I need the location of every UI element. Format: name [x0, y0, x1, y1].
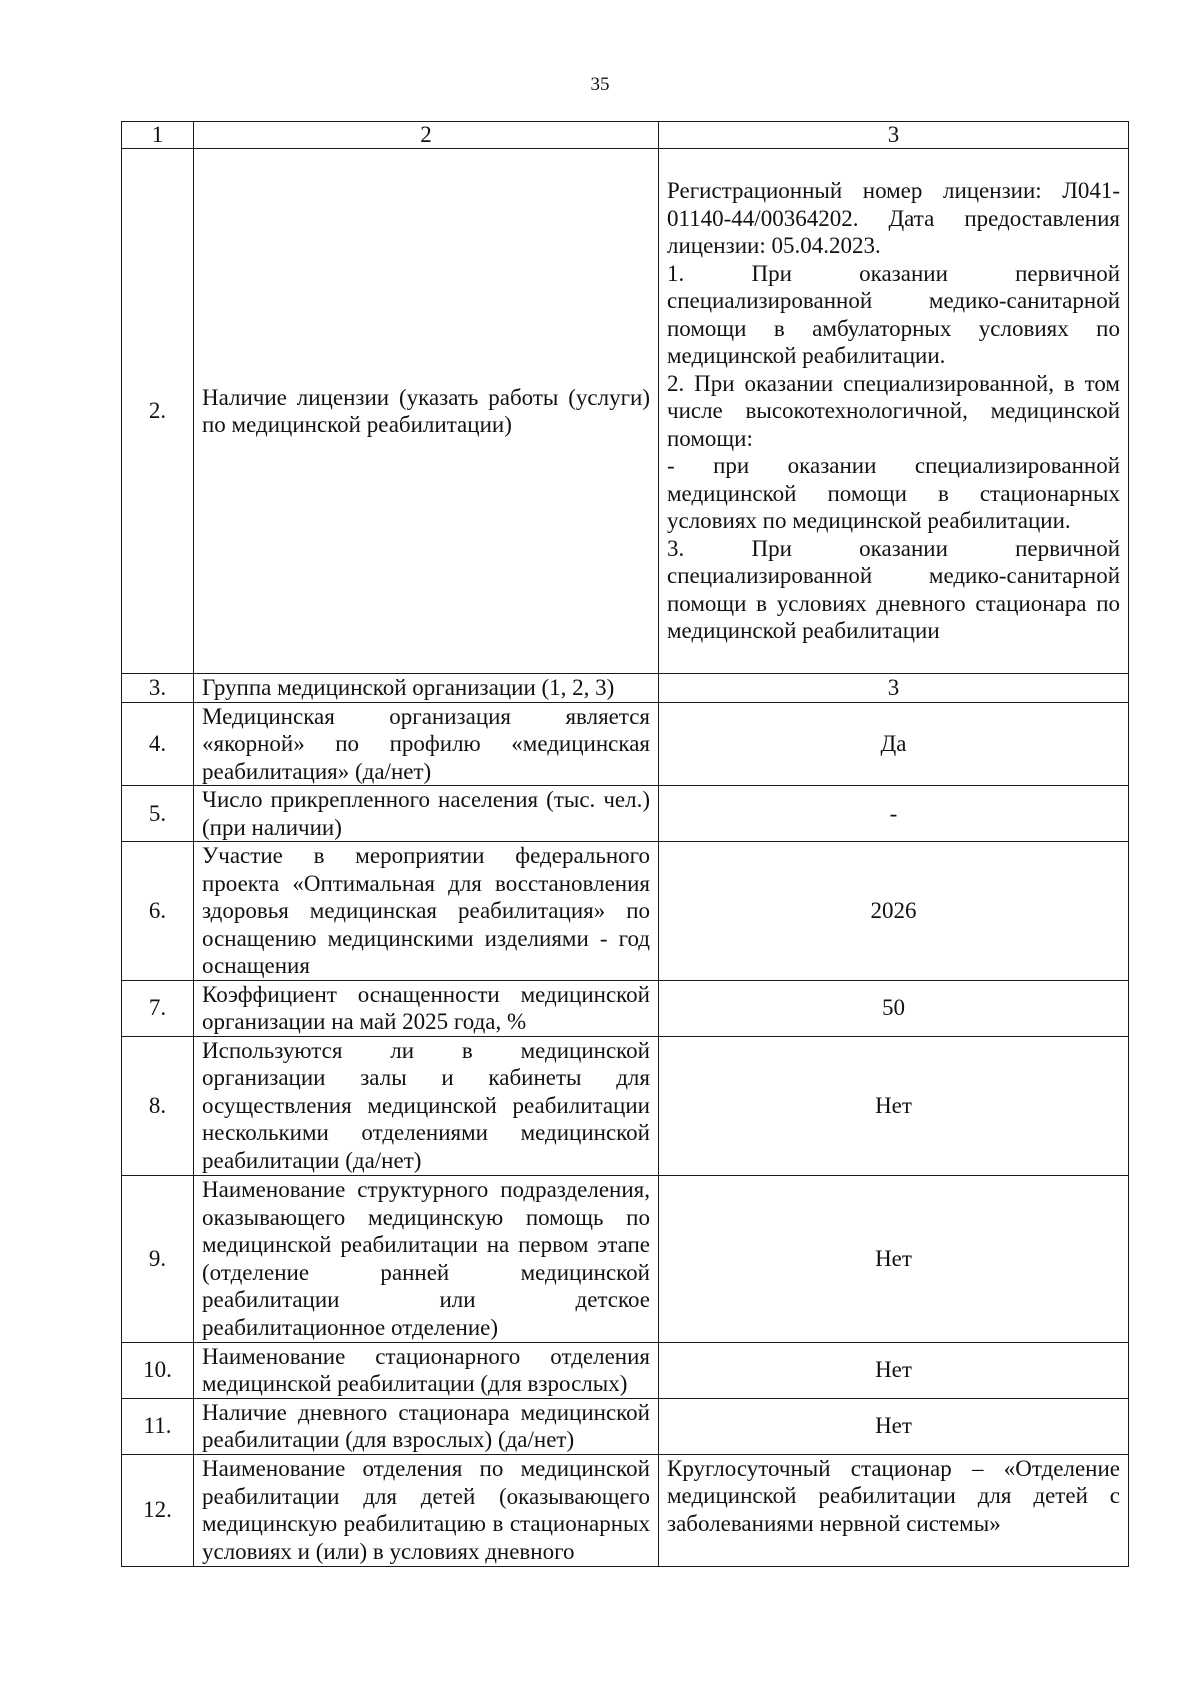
table-row — [122, 980, 1129, 1036]
row-number: 9. — [122, 1175, 194, 1342]
license-paragraph: - при оказании специализированной медицинской помощи в стационарных условиях по медицинской реабилитации. — [667, 453, 1120, 534]
row-number: 4. — [122, 702, 194, 786]
row-value: Нет — [659, 1398, 1129, 1454]
row-number: 12. — [122, 1454, 194, 1566]
row-description: Наименование отделения по медицинской реабилитации для детей (оказывающего медицинскую реабилитацию в стационарных условиях и (или) в условиях дневного — [194, 1454, 659, 1566]
row-number: 8. — [122, 1036, 194, 1175]
row-description: Наличие дневного стационара медицинской реабилитации (для взрослых) (да/нет) — [194, 1398, 659, 1454]
table-row — [122, 1175, 1129, 1342]
header-col-2: 2 — [194, 122, 659, 149]
table-row — [122, 149, 1129, 674]
info-table — [121, 121, 1129, 1567]
row-description: Коэффициент оснащенности медицинской организации на май 2025 года, % — [194, 980, 659, 1036]
row-description: Группа медицинской организации (1, 2, 3) — [194, 674, 659, 703]
row-number: 11. — [122, 1398, 194, 1454]
page-number: 35 — [590, 74, 610, 95]
license-paragraph: 2. При оказании специализированной, в том числе высокотехнологичной, медицинской помощи: — [667, 370, 1120, 451]
row-description: Наименование стационарного отделения медицинской реабилитации (для взрослых) — [194, 1342, 659, 1398]
header-col-1: 1 — [122, 122, 194, 149]
row-value: 3 — [659, 674, 1129, 703]
table-row — [122, 1454, 1129, 1566]
license-paragraph: 3. При оказании первичной специализированной медико-санитарной помощи в условиях дневного стационара по медицинской реабилитации — [667, 535, 1120, 644]
row-number: 6. — [122, 842, 194, 981]
row-value: - — [659, 786, 1129, 842]
row-value: 50 — [659, 980, 1129, 1036]
row-number: 3. — [122, 674, 194, 703]
row-description: Участие в мероприятии федерального проекта «Оптимальная для восстановления здоровья медицинская реабилитация» по оснащению медицинскими изделиями - год оснащения — [194, 842, 659, 981]
row-description: Медицинская организация является «якорной» по профилю «медицинская реабилитация» (да/нет) — [194, 702, 659, 786]
license-paragraph: Регистрационный номер лицензии: Л041-01140-44/00364202. Дата предоставления лицензии: 05.04.2023. — [667, 178, 1120, 259]
table-row — [122, 1342, 1129, 1398]
row-value: Нет — [659, 1342, 1129, 1398]
row-value: Нет — [659, 1175, 1129, 1342]
table-row — [122, 842, 1129, 981]
row-value: Да — [659, 702, 1129, 786]
row-description: Наличие лицензии (указать работы (услуги) по медицинской реабилитации) — [194, 149, 659, 674]
table-row — [122, 1036, 1129, 1175]
row-description: Число прикрепленного населения (тыс. чел.) (при наличии) — [194, 786, 659, 842]
row-number: 5. — [122, 786, 194, 842]
row-number: 7. — [122, 980, 194, 1036]
header-col-3: 3 — [659, 122, 1129, 149]
table-row — [122, 674, 1129, 703]
license-paragraph: 1. При оказании первичной специализированной медико-санитарной помощи в амбулаторных условиях по медицинской реабилитации. — [667, 260, 1120, 369]
row-value: Круглосуточный стационар – «Отделение медицинской реабилитации для детей с заболеваниями нервной системы» — [659, 1454, 1129, 1566]
license-details — [659, 149, 1129, 674]
row-value: 2026 — [659, 842, 1129, 981]
table-row — [122, 1398, 1129, 1454]
row-number: 2. — [122, 149, 194, 674]
row-value: Нет — [659, 1036, 1129, 1175]
table-row — [122, 786, 1129, 842]
row-number: 10. — [122, 1342, 194, 1398]
row-description: Используются ли в медицинской организации залы и кабинеты для осуществления медицинской реабилитации несколькими отделениями медицинской реабилитации (да/нет) — [194, 1036, 659, 1175]
row-description: Наименование структурного подразделения, оказывающего медицинскую помощь по медицинской реабилитации на первом этапе (отделение ранней медицинской реабилитации или детское реабилитационное отделение) — [194, 1175, 659, 1342]
table-header-row — [122, 122, 1129, 149]
table-row — [122, 702, 1129, 786]
